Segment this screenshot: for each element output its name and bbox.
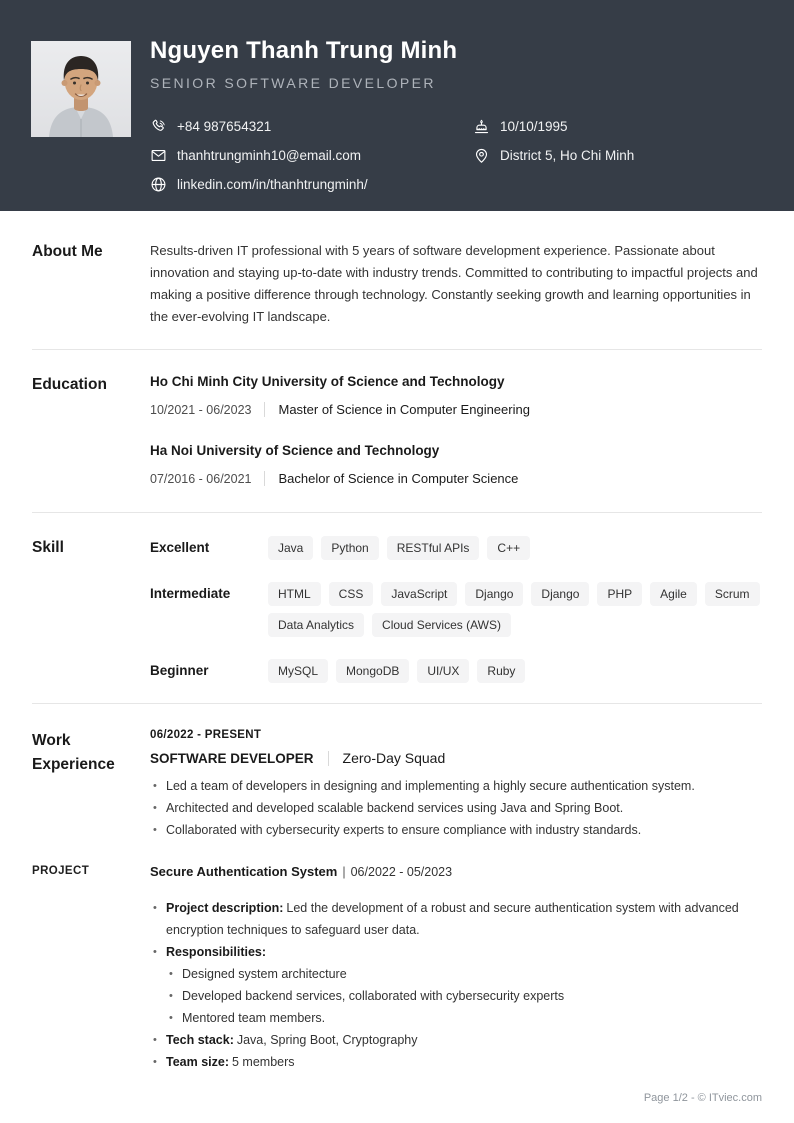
degree: Bachelor of Science in Computer Science (278, 471, 519, 486)
bullet-dot: • (153, 1034, 157, 1046)
contact-email[interactable] (150, 141, 473, 170)
project-description-bullet (150, 897, 762, 941)
project-responsibilities-bullet (150, 941, 762, 963)
bullet-dot: • (169, 1012, 173, 1024)
contact-address (473, 141, 794, 170)
responsibility-text: Developed backend services, collaborated with cybersecurity experts (182, 989, 565, 1003)
contact-phone (150, 112, 473, 141)
education-item (150, 442, 762, 486)
education-item (150, 373, 762, 417)
header-main (150, 0, 794, 199)
about-text: Results-driven IT professional with 5 years of software development experience. Passionate about innovation and staying up-to-date with industry trends. Committed to contributing to impactful projects and making a positive difference through technology. Constantly seeking growth and learning opportunities in the ever-evolving IT landscape. (150, 243, 758, 324)
phone-value: +84 987654321 (177, 119, 272, 134)
project-title-row (150, 863, 762, 881)
skill-row (150, 659, 762, 683)
about-heading: About Me (32, 243, 103, 260)
location-pin-icon (473, 147, 490, 164)
birthday-cake-icon (473, 118, 490, 135)
education-section (0, 350, 794, 512)
skill-tag: UI/UX (417, 659, 469, 683)
work-experience-section (0, 704, 794, 841)
skill-tag: PHP (597, 582, 642, 606)
skill-tag: Agile (650, 582, 697, 606)
vertical-separator (264, 471, 265, 486)
work-role: SOFTWARE DEVELOPER (150, 750, 314, 766)
address-value: District 5, Ho Chi Minh (500, 148, 635, 163)
skill-tag: Java (268, 536, 313, 560)
skill-tag: Ruby (477, 659, 525, 683)
responsibility-text: Mentored team members. (182, 1011, 326, 1025)
bullet-dot: • (153, 802, 157, 814)
work-bullet (150, 775, 762, 797)
tech-stack-label: Tech stack: (166, 1033, 234, 1047)
work-bullet-text: Architected and developed scalable backend services using Java and Spring Boot. (166, 801, 624, 815)
education-meta (150, 402, 762, 417)
phone-icon (150, 118, 167, 135)
page-footer: Page 1/2 - © ITviec.com (643, 1092, 762, 1104)
skill-tags (268, 536, 530, 560)
project-title: Secure Authentication System (150, 864, 338, 879)
skill-tag: Django (531, 582, 589, 606)
skill-tag: Cloud Services (AWS) (372, 613, 511, 637)
tech-stack-bullet (150, 1029, 762, 1051)
responsibility-item (150, 1007, 762, 1029)
responsibility-item (150, 985, 762, 1007)
avatar-illustration (31, 41, 131, 137)
bullet-dot: • (153, 1056, 157, 1068)
responsibility-item (150, 963, 762, 985)
skill-tags (268, 582, 762, 637)
tech-stack-text: Java, Spring Boot, Cryptography (236, 1033, 418, 1047)
education-heading: Education (32, 376, 107, 393)
work-company: Zero-Day Squad (342, 750, 446, 766)
mail-icon (150, 147, 167, 164)
skill-tag: MongoDB (336, 659, 409, 683)
skill-row (150, 582, 762, 637)
team-size-bullet (150, 1051, 762, 1073)
bullet-dot: • (153, 946, 157, 958)
team-size-label: Team size: (166, 1055, 229, 1069)
project-period: 06/2022 - 05/2023 (350, 865, 453, 879)
contact-column-left (150, 112, 473, 199)
education-period: 07/2016 - 06/2021 (150, 471, 252, 486)
work-bullet-text: Collaborated with cybersecurity experts to ensure compliance with industry standards. (166, 823, 642, 837)
project-label: PROJECT (32, 865, 90, 877)
website-value[interactable]: linkedin.com/in/thanhtrungminh/ (177, 177, 368, 192)
work-heading-line1: Work (32, 732, 71, 749)
contact-birthday (473, 112, 794, 141)
vertical-separator (264, 402, 265, 417)
skill-tag: Scrum (705, 582, 760, 606)
work-bullet (150, 797, 762, 819)
vertical-separator (328, 751, 329, 766)
education-period: 10/2021 - 06/2023 (150, 402, 252, 417)
work-bullet-text: Led a team of developers in designing and implementing a highly secure authentication system. (166, 779, 695, 793)
skill-section (0, 513, 794, 703)
contact-info (150, 112, 794, 199)
work-heading-line2: Experience (32, 756, 115, 773)
skill-tag: JavaScript (381, 582, 457, 606)
profile-photo (31, 41, 131, 137)
skill-level-label: Intermediate (150, 586, 231, 601)
contact-column-right (473, 112, 794, 199)
resume-header (0, 0, 794, 211)
education-meta (150, 471, 762, 486)
work-experience-heading (32, 729, 150, 841)
skill-tag: C++ (487, 536, 530, 560)
about-section (0, 211, 794, 349)
skill-tag: CSS (329, 582, 374, 606)
skill-tags (268, 659, 525, 683)
work-role-row (150, 750, 762, 766)
project-separator: | (342, 865, 346, 879)
school-name: Ha Noi University of Science and Technology (150, 443, 440, 458)
project-description-label: Project description: (166, 901, 284, 915)
team-size-text: 5 members (232, 1055, 295, 1069)
skill-tag: MySQL (268, 659, 328, 683)
skill-heading: Skill (32, 539, 64, 556)
work-period: 06/2022 - PRESENT (150, 729, 262, 741)
skill-tag: RESTful APIs (387, 536, 480, 560)
degree: Master of Science in Computer Engineering (278, 402, 530, 417)
project-description-text: Led the development of a robust and secure authentication system with advanced encryption techniques to safeguard user data. (166, 901, 739, 937)
skill-tag: Python (321, 536, 378, 560)
bullet-dot: • (169, 990, 173, 1002)
project-bullets (150, 897, 762, 1073)
globe-icon (150, 176, 167, 193)
bullet-dot: • (169, 968, 173, 980)
skill-row (150, 536, 762, 560)
skill-tag: Data Analytics (268, 613, 364, 637)
bullet-dot: • (153, 902, 157, 914)
email-value[interactable]: thanhtrungminh10@email.com (177, 148, 362, 163)
skill-tag: HTML (268, 582, 321, 606)
skill-tag: Django (465, 582, 523, 606)
school-name: Ho Chi Minh City University of Science and Technology (150, 374, 505, 389)
bullet-dot: • (153, 780, 157, 792)
birthday-value: 10/10/1995 (500, 119, 568, 134)
work-bullet (150, 819, 762, 841)
candidate-job-title: SENIOR SOFTWARE DEVELOPER (150, 75, 436, 91)
responsibilities-label: Responsibilities: (166, 945, 267, 959)
responsibility-text: Designed system architecture (182, 967, 347, 981)
project-section (0, 841, 794, 1073)
contact-website[interactable] (150, 170, 473, 199)
candidate-name: Nguyen Thanh Trung Minh (150, 37, 458, 64)
skill-level-label: Beginner (150, 663, 209, 678)
skill-level-label: Excellent (150, 540, 210, 555)
bullet-dot: • (153, 824, 157, 836)
